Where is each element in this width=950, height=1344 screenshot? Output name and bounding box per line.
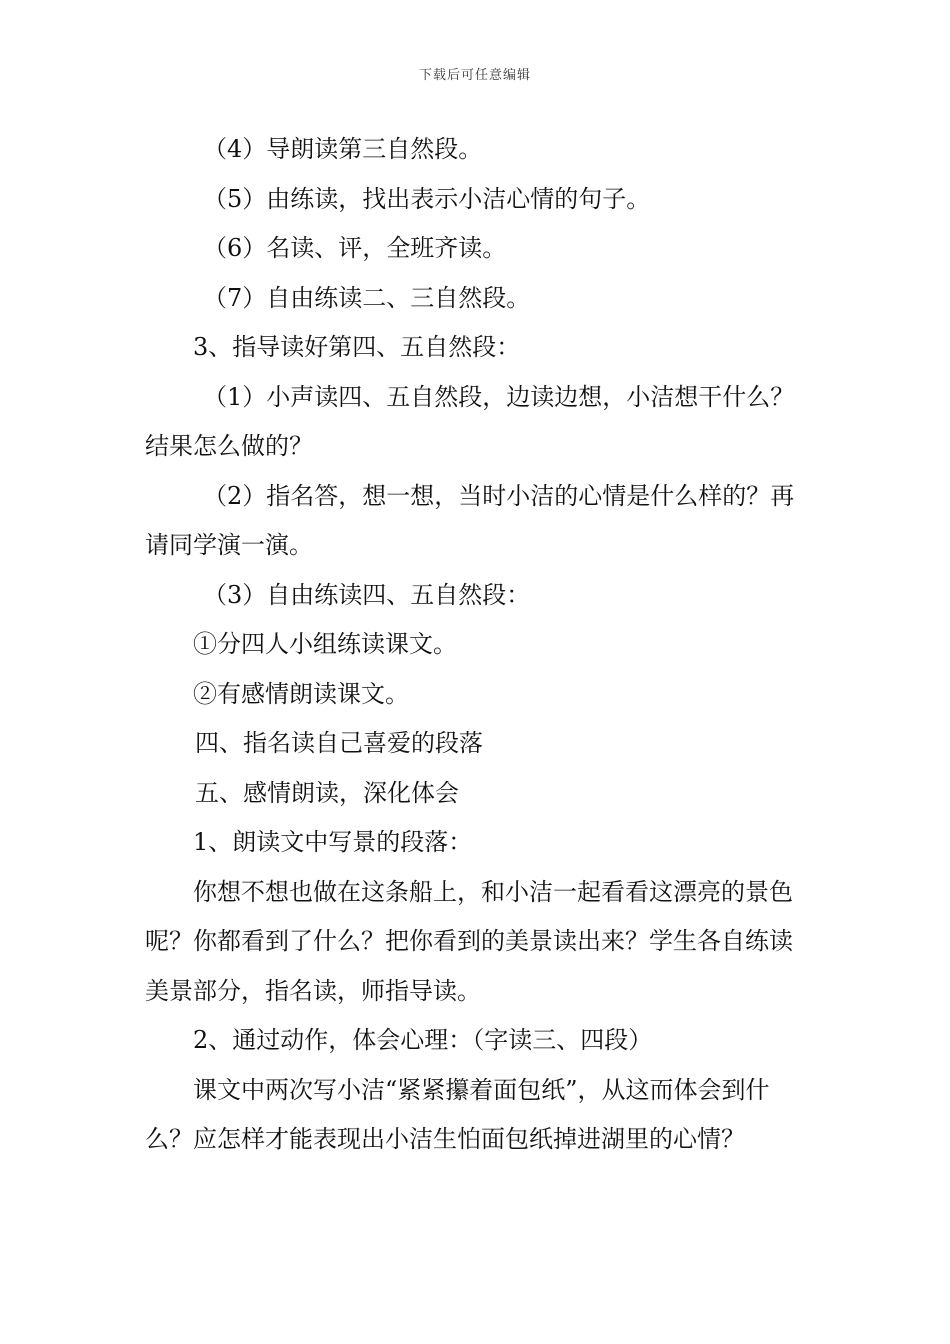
paragraph-step-4: （4）导朗读第三自然段。	[203, 135, 483, 163]
paragraph-circle-1: ①分四人小组练读课文。	[193, 630, 457, 658]
paragraph-scenery: 你想不想也做在这条船上，和小洁一起看看这漂亮的景色呢？你都看到了什么？把你看到的美景读出来？学生各自练读美景部分，指名读，师指导读。	[145, 877, 793, 1005]
paragraph-step-5: （5）由练读，找出表示小洁心情的句子。	[203, 184, 651, 213]
paragraph-item-2: 2、通过动作，体会心理：（字读三、四段）	[193, 1026, 653, 1054]
document-body	[145, 125, 810, 1165]
heading-part-4: 四、指名读自己喜爱的段落	[195, 729, 483, 757]
page-header: 下载后可任意编辑	[418, 68, 531, 83]
paragraph-item-1: 1、朗读文中写景的段落：	[193, 828, 473, 856]
paragraph-sub-3: （3）自由练读四、五自然段：	[203, 580, 531, 609]
paragraph-bread-paper: 课文中两次写小洁“紧紧攥着面包纸”，从这而体会到什么？应怎样才能表现出小洁生怕面包纸掉进湖里的心情？	[145, 1075, 770, 1153]
heading-part-5: 五、感情朗读，深化体会	[195, 778, 459, 807]
paragraph-step-6: （6）名读、评，全班齐读。	[203, 234, 507, 262]
paragraph-step-7: （7）自由练读二、三自然段。	[203, 283, 531, 312]
paragraph-sub-2: （2）指名答，想一想，当时小洁的心情是什么样的？再请同学演一演。	[145, 481, 795, 559]
paragraph-circle-2: ②有感情朗读课文。	[193, 679, 409, 708]
paragraph-section-3: 3、指导读好第四、五自然段：	[193, 333, 521, 361]
paragraph-sub-1: （1）小声读四、五自然段，边读边想，小洁想干什么？结果怎么做的？	[145, 382, 795, 460]
